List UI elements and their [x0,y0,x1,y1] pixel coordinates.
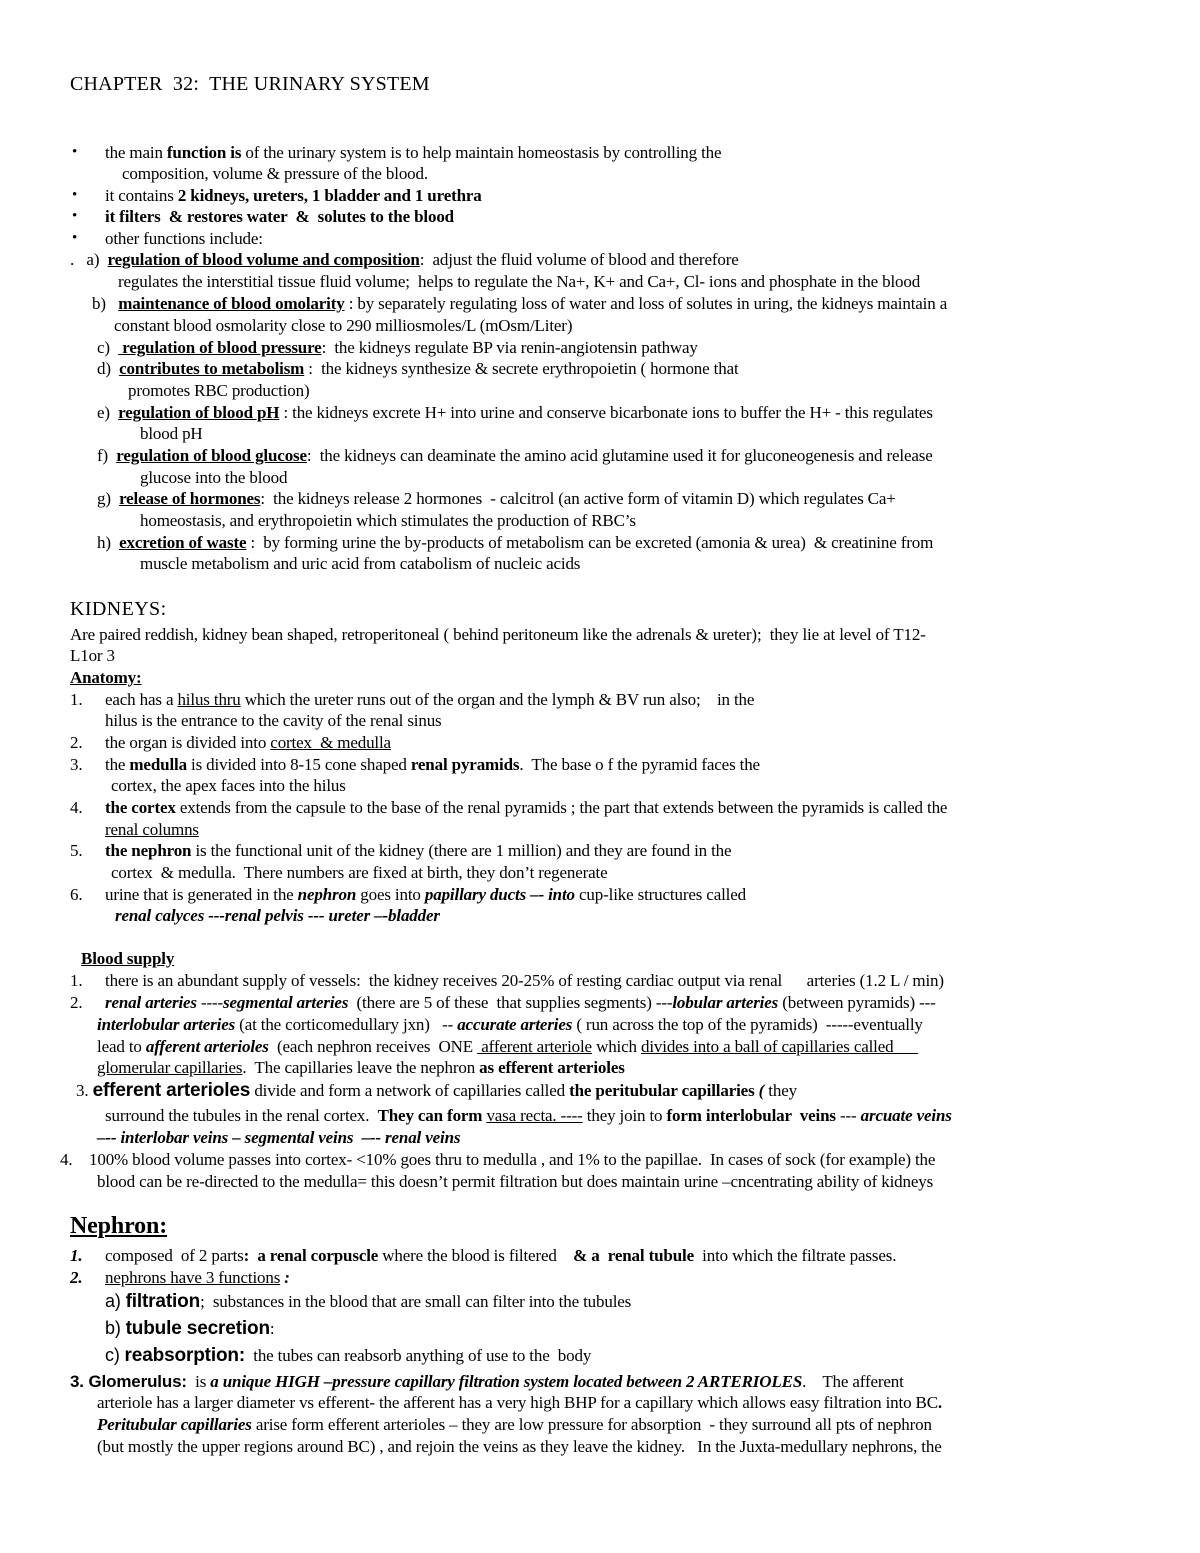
anatomy-item-4-cont: renal columns [105,820,199,839]
function-f-cont: glucose into the blood [140,468,288,487]
anatomy-item-4: the cortex extends from the capsule to the base of the renal pyramids ; the part that extends between the pyramids is called the [105,798,948,817]
function-e: e) regulation of blood pH : the kidneys excrete H+ into urine and conserve bicarbonate ions to buffer the H+ - this regulates [97,403,933,422]
anatomy-num-1: 1. [70,690,83,709]
function-a: . a) regulation of blood volume and composition: adjust the fluid volume of blood and therefore [70,250,739,269]
nephron-item-3-line-3: Peritubular capillaries arise form efferent arterioles – they are low pressure for absorption - they surround all pts of nephron [97,1415,932,1434]
nephron-item-1: composed of 2 parts: a renal corpuscle where the blood is filtered & a renal tubule into which the filtrate passes. [105,1246,897,1265]
function-e-cont: blood pH [140,424,203,443]
kidneys-heading: KIDNEYS: [70,598,167,620]
function-g: g) release of hormones: the kidneys release 2 hormones - calcitrol (an active form of vitamin D) which regulates Ca+ [97,489,896,508]
function-b: b) maintenance of blood omolarity : by separately regulating loss of water and loss of solutes in uring, the kidneys maintain a [92,294,948,313]
function-g-cont: homeostasis, and erythropoietin which stimulates the production of RBC’s [140,511,636,530]
function-c: c) regulation of blood pressure: the kidneys regulate BP via renin-angiotensin pathway [97,338,698,357]
function-h-cont: muscle metabolism and uric acid from catabolism of nucleic acids [140,554,581,573]
anatomy-num-6: 6. [70,885,83,904]
bullet-icon: • [72,208,78,224]
blood-item-3-line-2: surround the tubules in the renal cortex. They can form vasa recta. ---- they join to form interlobular veins --- arcuate veins [105,1106,952,1125]
blood-item-4: 100% blood volume passes into cortex- <10% goes thru to medulla , and 1% to the papillae. In cases of sock (for example) the [89,1150,936,1169]
function-a-cont: regulates the interstitial tissue fluid volume; helps to regulate the Na+, K+ and Ca+, Cl- ions and phosphate in the blood [118,272,921,291]
chapter-title: CHAPTER 32: THE URINARY SYSTEM [70,73,430,95]
anatomy-item-6: urine that is generated in the nephron goes into papillary ducts –- into cup-like structures called [105,885,746,904]
anatomy-num-4: 4. [70,798,83,817]
blood-num-2: 2. [70,993,83,1012]
nephron-num-1: 1. [70,1246,83,1265]
intro-line-1: the main function is of the urinary system is to help maintain homeostasis by controlling the [105,143,722,162]
intro-line-1-cont: composition, volume & pressure of the blood. [122,164,428,183]
bullet-icon: • [72,230,78,246]
nephron-function-b: b) tubule secretion: [105,1318,275,1339]
nephron-item-2: nephrons have 3 functions : [105,1268,290,1287]
intro-line-3: it filters & restores water & solutes to the blood [105,207,454,226]
blood-num-1: 1. [70,971,83,990]
bullet-icon: • [72,187,78,203]
nephron-num-2: 2. [70,1268,83,1287]
blood-num-4: 4. [60,1150,73,1169]
anatomy-item-3: the medulla is divided into 8-15 cone shaped renal pyramids. The base o f the pyramid faces the [105,755,760,774]
anatomy-num-3: 3. [70,755,83,774]
anatomy-item-1: each has a hilus thru which the ureter runs out of the organ and the lymph & BV run also; in the [105,690,755,709]
nephron-item-3-line-4: (but mostly the upper regions around BC) , and rejoin the veins as they leave the kidney. In the Juxta-medullary nephrons, the [97,1437,942,1456]
blood-supply-heading: Blood supply [81,949,175,968]
anatomy-item-5: the nephron is the functional unit of the kidney (there are 1 million) and they are found in the [105,841,732,860]
function-d: d) contributes to metabolism : the kidneys synthesize & secrete erythropoietin ( hormone that [97,359,739,378]
blood-item-3-line-1: 3. efferent arterioles divide and form a network of capillaries called the peritubular capillaries ( they [76,1080,797,1101]
function-d-cont: promotes RBC production) [128,381,310,400]
anatomy-item-6-cont: renal calyces ---renal pelvis --- ureter –-bladder [115,906,440,925]
nephron-item-3-line-1: 3. Glomerulus: is a unique HIGH –pressure capillary filtration system located between 2 ARTERIOLES. The afferent [70,1372,904,1391]
kidneys-desc-2: L1or 3 [70,646,115,665]
nephron-function-c: c) reabsorption: the tubes can reabsorb anything of use to the body [105,1345,592,1366]
function-b-cont: constant blood osmolarity close to 290 milliosmoles/L (mOsm/Liter) [114,316,573,335]
nephron-heading: Nephron: [70,1213,168,1239]
function-h: h) excretion of waste : by forming urine the by-products of metabolism can be excreted (amonia & urea) & creatinine from [97,533,934,552]
blood-item-4-cont: blood can be re-directed to the medulla= this doesn’t permit filtration but does maintain urine –cncentrating ability of kidneys [97,1172,934,1191]
intro-line-4: other functions include: [105,229,263,248]
anatomy-item-1-cont: hilus is the entrance to the cavity of the renal sinus [105,711,442,730]
kidneys-desc-1: Are paired reddish, kidney bean shaped, retroperitoneal ( behind peritoneum like the adrenals & ureter); they lie at level of T12- [70,625,926,644]
anatomy-num-5: 5. [70,841,83,860]
anatomy-num-2: 2. [70,733,83,752]
anatomy-item-5-cont: cortex & medulla. There numbers are fixed at birth, they don’t regenerate [111,863,608,882]
function-f: f) regulation of blood glucose: the kidneys can deaminate the amino acid glutamine used it for gluconeogenesis and release [97,446,933,465]
blood-item-3-line-3: –-- interlobar veins – segmental veins –-- renal veins [97,1128,461,1147]
blood-item-2-line-3: lead to afferent arterioles (each nephron receives ONE afferent arteriole which divides into a ball of capillaries called [97,1037,919,1056]
anatomy-heading: Anatomy: [70,668,142,687]
blood-item-2-line-1: renal arteries ----segmental arteries (there are 5 of these that supplies segments) ---lobular arteries (between pyramids) --- [105,993,936,1012]
anatomy-item-2: the organ is divided into cortex & medulla [105,733,391,752]
blood-item-2-line-2: interlobular arteries (at the corticomedullary jxn) -- accurate arteries ( run across the top of the pyramids) -----eventually [97,1015,923,1034]
bullet-icon: • [72,144,78,160]
nephron-function-a: a) filtration; substances in the blood that are small can filter into the tubules [105,1291,632,1312]
nephron-item-3-line-2: arteriole has a larger diameter vs efferent- the afferent has a very high BHP for a capillary which allows easy filtration into BC. [97,1393,943,1412]
anatomy-item-3-cont: cortex, the apex faces into the hilus [111,776,346,795]
blood-item-1: there is an abundant supply of vessels: the kidney receives 20-25% of resting cardiac output via renal arteries (1.2 L / min) [105,971,944,990]
intro-line-2: it contains 2 kidneys, ureters, 1 bladder and 1 urethra [105,186,482,205]
blood-item-2-line-4: glomerular capillaries. The capillaries leave the nephron as efferent arterioles [97,1058,625,1077]
